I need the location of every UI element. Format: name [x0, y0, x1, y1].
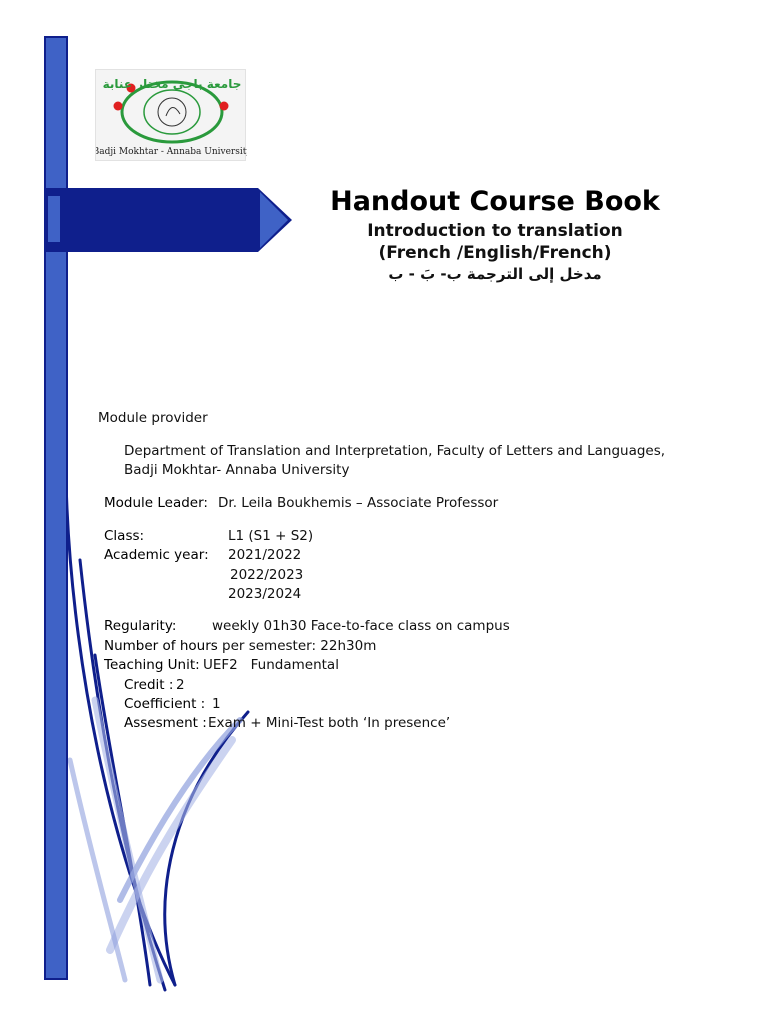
document-subtitle: Introduction to translation	[367, 221, 623, 241]
document-subtitle-languages: (French /English/French)	[378, 243, 612, 263]
university-logo	[95, 69, 246, 161]
teaching-unit-value: UEF2 Fundamental	[203, 657, 339, 673]
coefficient-value: 1	[212, 696, 221, 712]
arrow-banner	[44, 186, 296, 254]
class-value: L1 (S1 + S2)	[228, 528, 314, 544]
assessment-value: Exam + Mini-Test both ‘In presence’	[208, 715, 451, 731]
regularity-label: Regularity:	[104, 618, 177, 634]
assessment-label: Assesment :	[124, 715, 207, 731]
module-provider-line1: Department of Translation and Interpretation, Faculty of Letters and Languages,	[124, 443, 666, 459]
module-provider-label: Module provider	[98, 410, 208, 426]
document-title: Handout Course Book	[330, 186, 660, 217]
academic-year-label: Academic year:	[104, 547, 209, 563]
regularity-value: weekly 01h30 Face-to-face class on campus	[212, 618, 510, 634]
module-leader-label: Module Leader:	[104, 495, 208, 511]
class-label: Class:	[104, 528, 145, 544]
hours-value: per semester: 22h30m	[222, 638, 377, 654]
credit-label: Credit :	[124, 677, 174, 693]
credit-value: 2	[176, 677, 185, 693]
teaching-unit-label: Teaching Unit:	[104, 657, 200, 673]
academic-year-3: 2023/2024	[228, 586, 302, 602]
logo-arabic-text: جامعة باجي مختار عنابة	[102, 77, 242, 91]
hours-label: Number of hours	[104, 638, 218, 654]
vertical-bar	[44, 36, 68, 980]
academic-year-1: 2021/2022	[228, 547, 302, 563]
document-title-arabic: مدخل إلى الترجمة ب- بَ - ب	[388, 265, 602, 283]
academic-year-2: 2022/2023	[230, 567, 304, 583]
coefficient-label: Coefficient :	[124, 696, 206, 712]
module-leader-value: Dr. Leila Boukhemis – Associate Professor	[218, 495, 499, 511]
module-provider-line2: Badji Mokhtar- Annaba University	[124, 462, 350, 478]
logo-latin-text: Badji Mokhtar - Annaba University	[96, 147, 247, 157]
